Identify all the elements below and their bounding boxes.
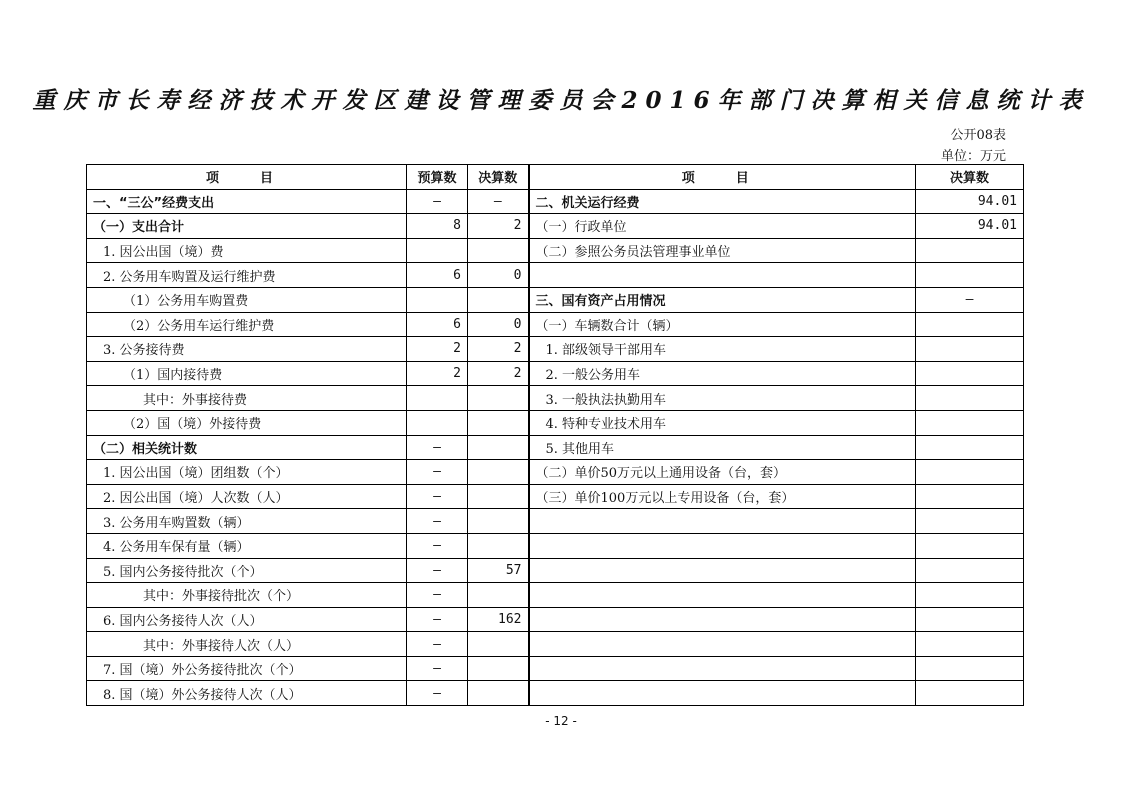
row-item-left: 8. 国（境）外公务接待人次（人） bbox=[87, 681, 407, 706]
row-budget-value: — bbox=[407, 558, 468, 583]
header-item: 项 目 bbox=[87, 165, 407, 190]
row-item-right: 4. 特种专业技术用车 bbox=[529, 410, 916, 435]
row-budget-value bbox=[407, 386, 468, 411]
row-final-right-value bbox=[916, 263, 1024, 288]
row-item-right bbox=[529, 607, 916, 632]
row-item-left: （一）支出合计 bbox=[87, 214, 407, 239]
row-item-left: 3. 公务用车购置数（辆） bbox=[87, 509, 407, 534]
row-final-value: 2 bbox=[468, 214, 529, 239]
row-item-left: 2. 公务用车购置及运行维护费 bbox=[87, 263, 407, 288]
row-budget-value: — bbox=[407, 509, 468, 534]
row-item-left: 其中：外事接待人次（人） bbox=[87, 632, 407, 657]
table-row bbox=[87, 337, 1024, 362]
row-item-right bbox=[529, 509, 916, 534]
table-row bbox=[87, 435, 1024, 460]
page-number: - 12 - bbox=[545, 714, 577, 728]
row-item-left: 5. 国内公务接待批次（个） bbox=[87, 558, 407, 583]
row-item-left: （1）公务用车购置费 bbox=[87, 287, 407, 312]
row-final-value: 162 bbox=[468, 607, 529, 632]
row-item-left: 一、“三公”经费支出 bbox=[87, 189, 407, 214]
row-final-right-value: — bbox=[916, 287, 1024, 312]
table-row bbox=[87, 189, 1024, 214]
row-final-right-value: 94.01 bbox=[916, 214, 1024, 239]
row-budget-value: — bbox=[407, 607, 468, 632]
row-item-right bbox=[529, 632, 916, 657]
row-budget-value: — bbox=[407, 656, 468, 681]
row-item-left: （二）相关统计数 bbox=[87, 435, 407, 460]
table-row bbox=[87, 460, 1024, 485]
row-item-right: 5. 其他用车 bbox=[529, 435, 916, 460]
table-row bbox=[87, 509, 1024, 534]
row-final-value bbox=[468, 656, 529, 681]
row-item-right: 三、国有资产占用情况 bbox=[529, 287, 916, 312]
row-final-right-value bbox=[916, 533, 1024, 558]
row-final-right-value bbox=[916, 484, 1024, 509]
row-final-right-value bbox=[916, 509, 1024, 534]
row-final-value bbox=[468, 287, 529, 312]
form-number: 公开08表 bbox=[950, 128, 1006, 143]
row-final-value bbox=[468, 583, 529, 608]
row-final-right-value bbox=[916, 583, 1024, 608]
row-budget-value: — bbox=[407, 460, 468, 485]
row-item-left: 其中：外事接待批次（个） bbox=[87, 583, 407, 608]
row-item-right bbox=[529, 681, 916, 706]
row-final-value: 57 bbox=[468, 558, 529, 583]
row-final-right-value bbox=[916, 337, 1024, 362]
row-item-right: 3. 一般执法执勤用车 bbox=[529, 386, 916, 411]
row-item-right: 1. 部级领导干部用车 bbox=[529, 337, 916, 362]
row-item-right: 2. 一般公务用车 bbox=[529, 361, 916, 386]
row-item-left: 4. 公务用车保有量（辆） bbox=[87, 533, 407, 558]
row-item-right: 二、机关运行经费 bbox=[529, 189, 916, 214]
row-item-left: 2. 因公出国（境）人次数（人） bbox=[87, 484, 407, 509]
table-row bbox=[87, 558, 1024, 583]
statistics-table bbox=[86, 164, 1024, 706]
row-budget-value: 2 bbox=[407, 337, 468, 362]
row-item-right bbox=[529, 533, 916, 558]
row-final-value bbox=[468, 238, 529, 263]
row-budget-value bbox=[407, 238, 468, 263]
table-row bbox=[87, 583, 1024, 608]
document-title: 重庆市长寿经济技术开发区建设管理委员会2016年部门决算相关信息统计表 bbox=[32, 87, 1090, 114]
table-row bbox=[87, 681, 1024, 706]
header-budget: 预算数 bbox=[407, 165, 468, 190]
row-item-left: 其中：外事接待费 bbox=[87, 386, 407, 411]
row-budget-value: — bbox=[407, 189, 468, 214]
row-item-right: （三）单价100万元以上专用设备（台，套） bbox=[529, 484, 916, 509]
row-budget-value: — bbox=[407, 681, 468, 706]
row-budget-value bbox=[407, 287, 468, 312]
row-final-value: — bbox=[468, 189, 529, 214]
header-final-right: 决算数 bbox=[916, 165, 1024, 190]
row-final-right-value bbox=[916, 558, 1024, 583]
table-row bbox=[87, 410, 1024, 435]
table-row bbox=[87, 656, 1024, 681]
row-final-right-value bbox=[916, 361, 1024, 386]
row-final-value: 0 bbox=[468, 312, 529, 337]
row-final-right-value bbox=[916, 386, 1024, 411]
row-final-value bbox=[468, 484, 529, 509]
header-final: 决算数 bbox=[468, 165, 529, 190]
row-item-right bbox=[529, 583, 916, 608]
row-item-left: （2）国（境）外接待费 bbox=[87, 410, 407, 435]
row-final-value: 2 bbox=[468, 337, 529, 362]
row-budget-value: 8 bbox=[407, 214, 468, 239]
row-item-left: （1）国内接待费 bbox=[87, 361, 407, 386]
table-row bbox=[87, 632, 1024, 657]
row-final-value: 0 bbox=[468, 263, 529, 288]
row-final-value bbox=[468, 632, 529, 657]
row-budget-value: 6 bbox=[407, 263, 468, 288]
row-final-right-value bbox=[916, 607, 1024, 632]
header-item-right: 项 目 bbox=[529, 165, 916, 190]
row-budget-value: — bbox=[407, 632, 468, 657]
row-item-right: （二）单价50万元以上通用设备（台，套） bbox=[529, 460, 916, 485]
row-final-right-value bbox=[916, 681, 1024, 706]
row-final-right-value bbox=[916, 460, 1024, 485]
row-item-left: 3. 公务接待费 bbox=[87, 337, 407, 362]
table-row bbox=[87, 361, 1024, 386]
table-row bbox=[87, 312, 1024, 337]
row-final-right-value bbox=[916, 656, 1024, 681]
row-final-right-value bbox=[916, 435, 1024, 460]
row-final-value bbox=[468, 435, 529, 460]
table-row bbox=[87, 238, 1024, 263]
row-item-right: （一）车辆数合计（辆） bbox=[529, 312, 916, 337]
row-final-right-value bbox=[916, 410, 1024, 435]
row-item-left: 1. 因公出国（境）费 bbox=[87, 238, 407, 263]
row-budget-value: — bbox=[407, 484, 468, 509]
table-header-row bbox=[87, 165, 1024, 190]
row-item-right: （二）参照公务员法管理事业单位 bbox=[529, 238, 916, 263]
row-final-value bbox=[468, 386, 529, 411]
row-item-right bbox=[529, 263, 916, 288]
row-item-left: 6. 国内公务接待人次（人） bbox=[87, 607, 407, 632]
row-final-value bbox=[468, 460, 529, 485]
table-row bbox=[87, 607, 1024, 632]
row-item-right: （一）行政单位 bbox=[529, 214, 916, 239]
row-budget-value: — bbox=[407, 583, 468, 608]
row-item-left: （2）公务用车运行维护费 bbox=[87, 312, 407, 337]
row-item-left: 7. 国（境）外公务接待批次（个） bbox=[87, 656, 407, 681]
row-item-right bbox=[529, 656, 916, 681]
row-final-value bbox=[468, 681, 529, 706]
row-final-value bbox=[468, 509, 529, 534]
row-final-value bbox=[468, 533, 529, 558]
table-row bbox=[87, 484, 1024, 509]
table-row bbox=[87, 386, 1024, 411]
table-row bbox=[87, 287, 1024, 312]
row-final-right-value bbox=[916, 312, 1024, 337]
unit-label: 单位：万元 bbox=[940, 149, 1006, 164]
row-budget-value bbox=[407, 410, 468, 435]
row-budget-value: — bbox=[407, 533, 468, 558]
row-budget-value: — bbox=[407, 435, 468, 460]
table-row bbox=[87, 263, 1024, 288]
table-row bbox=[87, 533, 1024, 558]
row-budget-value: 6 bbox=[407, 312, 468, 337]
row-item-right bbox=[529, 558, 916, 583]
row-final-value bbox=[468, 410, 529, 435]
row-item-left: 1. 因公出国（境）团组数（个） bbox=[87, 460, 407, 485]
row-final-right-value bbox=[916, 238, 1024, 263]
row-final-right-value: 94.01 bbox=[916, 189, 1024, 214]
table-row bbox=[87, 214, 1024, 239]
row-final-right-value bbox=[916, 632, 1024, 657]
row-final-value: 2 bbox=[468, 361, 529, 386]
row-budget-value: 2 bbox=[407, 361, 468, 386]
